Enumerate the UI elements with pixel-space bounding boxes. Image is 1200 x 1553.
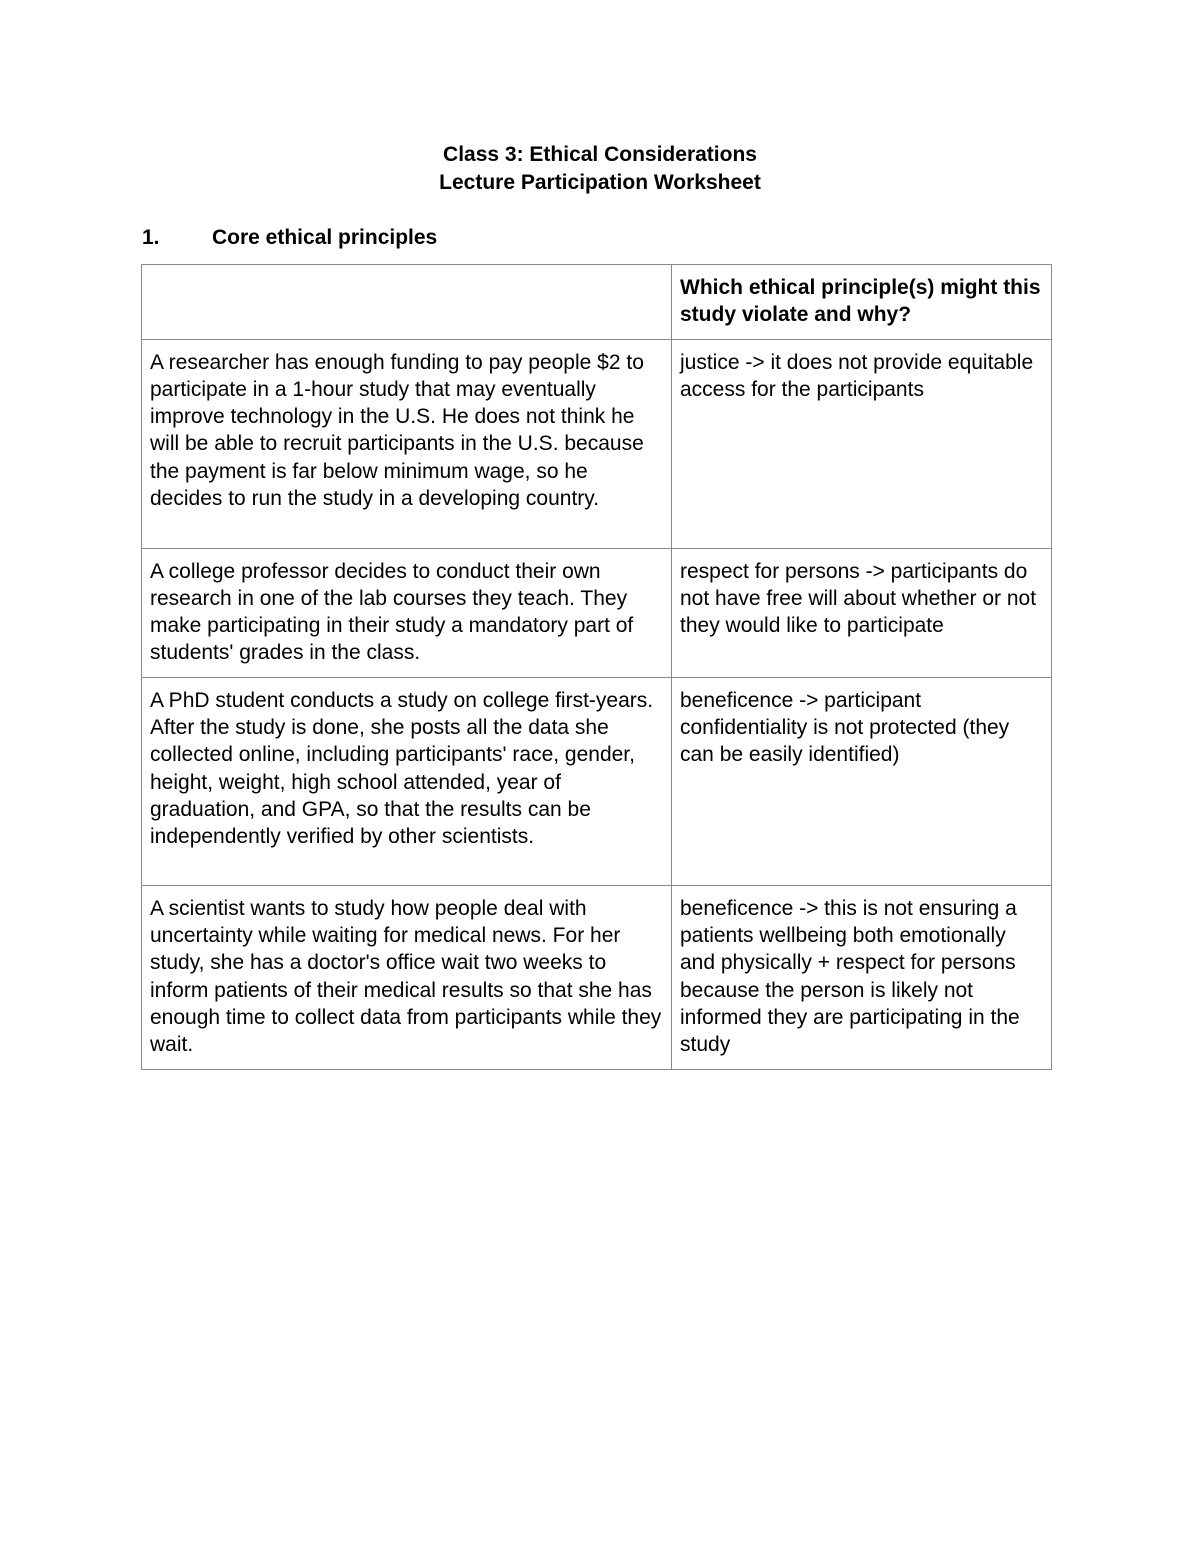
answer-cell: respect for persons -> participants do not have free will about whether or not they would like to participate [672,548,1052,677]
ethics-table [141,264,1052,1070]
answer-cell: justice -> it does not provide equitable access for the participants [672,339,1052,548]
scenario-cell: A PhD student conducts a study on college first-years. After the study is done, she posts all the data she collected online, including participants' race, gender, height, weight, high school attended, year of graduation, and GPA, so that the results can be independently verified by other scientists. [142,677,672,885]
table-row [142,548,1052,677]
scenario-cell: A researcher has enough funding to pay people $2 to participate in a 1-hour study that may eventually improve technology in the U.S. He does not think he will be able to recruit participants in the U.S. because the payment is far below minimum wage, so he decides to run the study in a developing country. [142,339,672,548]
section-number: 1. [142,226,160,249]
page-title [0,141,1200,197]
table-row [142,885,1052,1069]
scenario-cell: A scientist wants to study how people deal with uncertainty while waiting for medical news. For her study, she has a doctor's office wait two weeks to inform patients of their medical results so that she has enough time to collect data from participants while they wait. [142,885,672,1069]
table-row [142,677,1052,885]
header-cell-scenario [142,265,672,340]
section-title: Core ethical principles [212,226,438,249]
title-line-2: Lecture Participation Worksheet [439,171,761,194]
table-header-row [142,265,1052,340]
title-line-1: Class 3: Ethical Considerations [443,143,757,166]
answer-cell: beneficence -> participant confidentiality is not protected (they can be easily identified) [672,677,1052,885]
scenario-cell: A college professor decides to conduct their own research in one of the lab courses they teach. They make participating in their study a mandatory part of students' grades in the class. [142,548,672,677]
answer-cell: beneficence -> this is not ensuring a patients wellbeing both emotionally and physically + respect for persons because the person is likely not informed they are participating in the study [672,885,1052,1069]
header-cell-question: Which ethical principle(s) might this study violate and why? [672,265,1052,340]
table-row [142,339,1052,548]
section-heading [142,225,437,251]
